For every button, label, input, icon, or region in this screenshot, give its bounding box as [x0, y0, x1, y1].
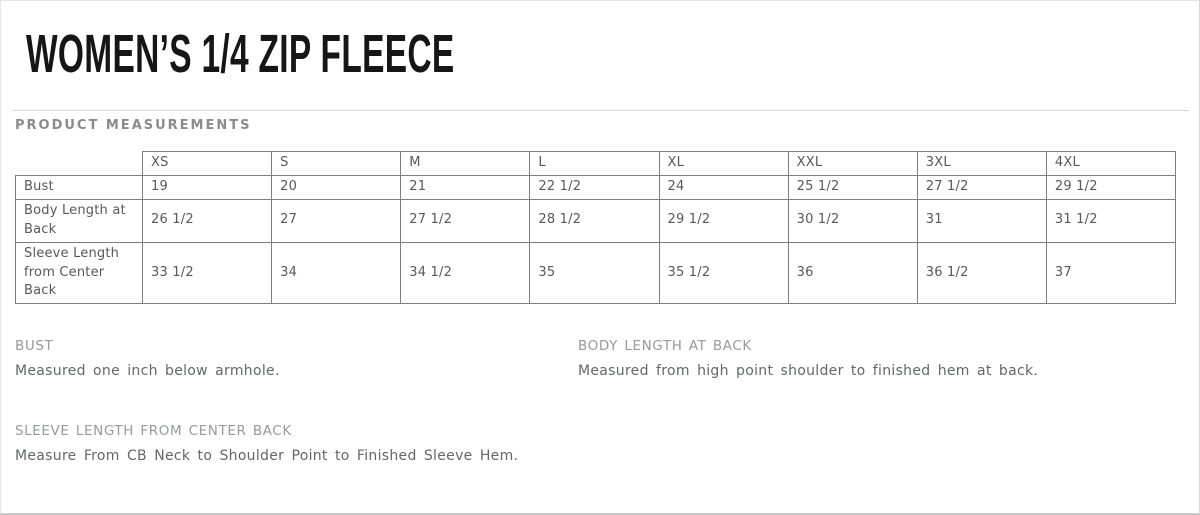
- measurement-value-cell: 33 1/2: [143, 242, 272, 304]
- measurement-value-cell: 31: [917, 200, 1046, 243]
- measurement-value-cell: 26 1/2: [143, 200, 272, 243]
- definition-heading: SLEEVE LENGTH FROM CENTER BACK: [15, 423, 292, 439]
- definition-heading: BODY LENGTH AT BACK: [578, 338, 752, 354]
- measurement-value-cell: 28 1/2: [530, 200, 659, 243]
- definition-text: Measured from high point shoulder to finished hem at back.: [578, 363, 1039, 379]
- measurement-value-cell: 29 1/2: [659, 200, 788, 243]
- measurement-value-cell: 25 1/2: [788, 176, 917, 200]
- header-divider: [12, 110, 1189, 111]
- measurement-value-cell: 35 1/2: [659, 242, 788, 304]
- measurement-value-cell: 36: [788, 242, 917, 304]
- size-header-cell: M: [401, 152, 530, 176]
- measurement-value-cell: 22 1/2: [530, 176, 659, 200]
- size-header-cell: XL: [659, 152, 788, 176]
- measurement-value-cell: 34 1/2: [401, 242, 530, 304]
- definition-body-length: [578, 338, 1168, 379]
- measurement-value-cell: 20: [272, 176, 401, 200]
- definition-sleeve-length: [15, 423, 655, 464]
- measurement-label-cell: Body Length at Back: [16, 200, 143, 243]
- measurement-value-cell: 19: [143, 176, 272, 200]
- measurement-label-cell: Bust: [16, 176, 143, 200]
- definition-text: Measure From CB Neck to Shoulder Point to Finished Sleeve Hem.: [15, 448, 519, 464]
- section-heading: PRODUCT MEASUREMENTS: [15, 118, 252, 133]
- table-row-sleeve-length: [16, 242, 1176, 304]
- page-title: WOMEN’S 1/4 ZIP FLEECE: [26, 24, 455, 84]
- table-row-bust: [16, 176, 1176, 200]
- measurement-value-cell: 27: [272, 200, 401, 243]
- measurement-value-cell: 30 1/2: [788, 200, 917, 243]
- corner-cell: [16, 152, 143, 176]
- size-header-cell: XXL: [788, 152, 917, 176]
- definition-text: Measured one inch below armhole.: [15, 363, 280, 379]
- measurement-value-cell: 27 1/2: [401, 200, 530, 243]
- measurement-value-cell: 36 1/2: [917, 242, 1046, 304]
- size-header-cell: L: [530, 152, 659, 176]
- size-header-cell: S: [272, 152, 401, 176]
- measurement-value-cell: 35: [530, 242, 659, 304]
- measurement-label-cell: Sleeve Length from Center Back: [16, 242, 143, 304]
- measurement-value-cell: 37: [1046, 242, 1175, 304]
- definition-heading: BUST: [15, 338, 54, 354]
- size-chart-table: [15, 151, 1176, 304]
- measurement-value-cell: 21: [401, 176, 530, 200]
- measurement-value-cell: 34: [272, 242, 401, 304]
- measurement-value-cell: 31 1/2: [1046, 200, 1175, 243]
- measurement-value-cell: 24: [659, 176, 788, 200]
- measurement-value-cell: 27 1/2: [917, 176, 1046, 200]
- size-header-cell: 3XL: [917, 152, 1046, 176]
- size-header-cell: XS: [143, 152, 272, 176]
- definition-bust: [15, 338, 535, 379]
- size-header-row: [16, 152, 1176, 176]
- table-row-body-length: [16, 200, 1176, 243]
- size-header-cell: 4XL: [1046, 152, 1175, 176]
- measurement-value-cell: 29 1/2: [1046, 176, 1175, 200]
